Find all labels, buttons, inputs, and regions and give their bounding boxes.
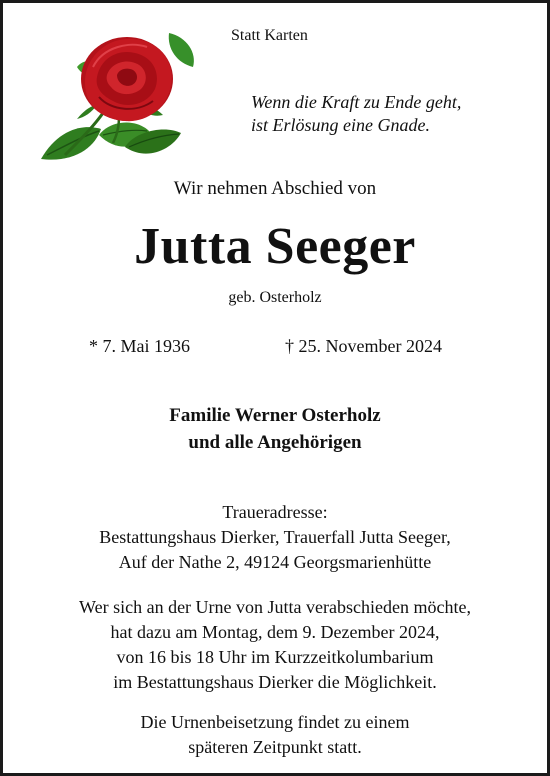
farewell-info [3, 595, 547, 695]
header-label: Statt Karten [231, 27, 308, 44]
mourning-address [3, 500, 547, 575]
address-line: Bestattungshaus Dierker, Trauerfall Jutta Seeger, [99, 527, 451, 547]
maiden-name: geb. Osterholz [228, 289, 322, 306]
farewell-line: im Bestattungshaus Dierker die Möglichkeit. [113, 672, 437, 692]
farewell-line: Wer sich an der Urne von Jutta verabschieden möchte, [79, 597, 471, 617]
mourners-block [3, 402, 547, 456]
farewell-line: von 16 bis 18 Uhr im Kurzzeitkolumbarium [116, 647, 434, 667]
quote [251, 91, 461, 137]
quote-line: ist Erlösung eine Gnade. [251, 115, 430, 135]
mourners-line: und alle Angehörigen [188, 432, 362, 453]
burial-line: Die Urnenbeisetzung findet zu einem [140, 712, 410, 732]
address-line: Auf der Nathe 2, 49124 Georgsmarienhütte [118, 552, 432, 572]
birth-date: * 7. Mai 1936 [89, 336, 190, 356]
intro-text: Wir nehmen Abschied von [173, 178, 377, 199]
burial-line: späteren Zeitpunkt statt. [188, 737, 362, 757]
death-date: † 25. November 2024 [285, 336, 442, 356]
farewell-line: hat dazu am Montag, dem 9. Dezember 2024, [110, 622, 440, 642]
burial-info [3, 710, 547, 760]
red-rose-image [37, 27, 199, 169]
address-heading: Traueradresse: [222, 502, 328, 522]
quote-line: Wenn die Kraft zu Ende geht, [251, 92, 462, 112]
mourners-line: Familie Werner Osterholz [169, 405, 381, 426]
deceased-name: Jutta Seeger [134, 218, 416, 275]
